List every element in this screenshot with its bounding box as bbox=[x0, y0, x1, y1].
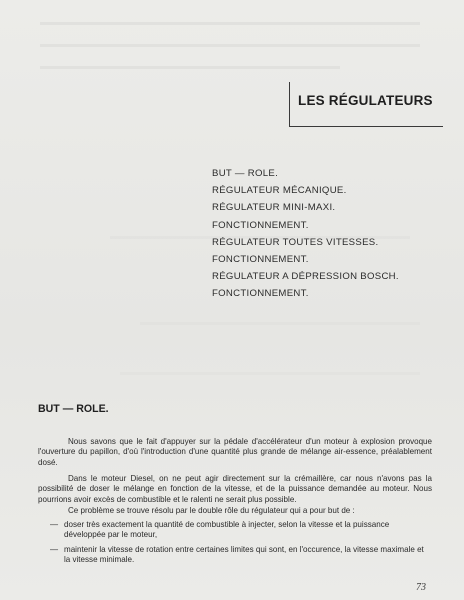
toc-item: RÉGULATEUR MÉCANIQUE. bbox=[212, 185, 347, 197]
show-through-mark bbox=[120, 372, 420, 375]
bullet-item bbox=[50, 545, 432, 566]
bullet-item bbox=[50, 520, 432, 541]
body-paragraph: Ce problème se trouve résolu par le double rôle du régulateur qui a pour but de : bbox=[68, 506, 355, 515]
table-of-contents bbox=[212, 165, 399, 303]
toc-item: FONCTIONNEMENT. bbox=[212, 219, 309, 231]
show-through-mark bbox=[40, 66, 340, 69]
bullet-dash: — bbox=[50, 520, 59, 529]
toc-item: FONCTIONNEMENT. bbox=[212, 288, 309, 300]
chapter-title: LES RÉGULATEURS bbox=[298, 93, 433, 108]
bullet-text: doser très exactement la quantité de combustible à injecter, selon la vitesse et la puissance développée par le moteur, bbox=[64, 520, 390, 540]
body-paragraph: Nous savons que le fait d'appuyer sur la pédale d'accélérateur d'un moteur à explosion provoque l'ouverture du papillon, d'où l'introduction d'une quantité plus grande de mélange air-essence, préalablement dosé. bbox=[38, 437, 432, 467]
bullet-dash: — bbox=[50, 545, 59, 554]
section-heading: BUT — ROLE. bbox=[38, 403, 109, 415]
show-through-mark bbox=[40, 44, 420, 47]
toc-item: BUT — ROLE. bbox=[212, 168, 279, 179]
toc-item: RÉGULATEUR MINI-MAXI. bbox=[212, 202, 336, 214]
toc-item: RÉGULATEUR A DÉPRESSION BOSCH. bbox=[212, 271, 399, 283]
bullet-text: maintenir la vitesse de rotation entre certaines limites qui sont, en l'occurence, la vitesse maximale et la vitesse minimale. bbox=[64, 545, 424, 565]
toc-item: RÉGULATEUR TOUTES VITESSES. bbox=[212, 236, 379, 248]
page-number: 73 bbox=[416, 582, 426, 593]
show-through-mark bbox=[40, 22, 420, 25]
show-through-mark bbox=[140, 322, 420, 325]
toc-item: FONCTIONNEMENT. bbox=[212, 253, 309, 265]
body-paragraph: Dans le moteur Diesel, on ne peut agir directement sur la crémaillère, car nous n'avons pas la possibilité de doser le mélange en fonction de la vitesse, et de la puissance demandée au moteur. Nous pourrions avoir excès de combustible et le ralenti ne serait plus possible. bbox=[38, 474, 432, 504]
